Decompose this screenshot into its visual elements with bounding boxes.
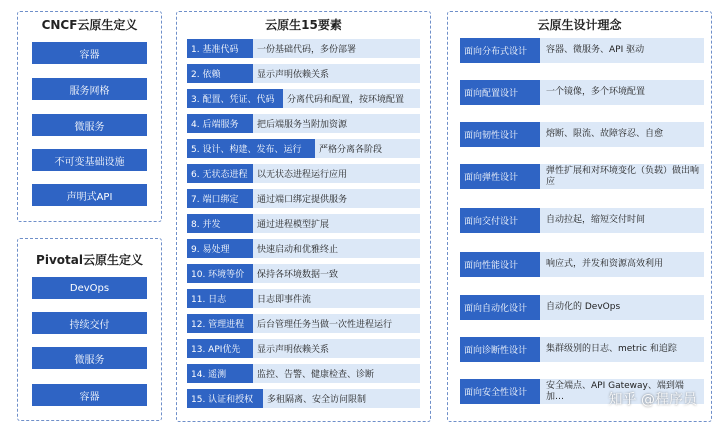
- factor-name: 8. 并发: [187, 214, 253, 233]
- factor-desc: 保持各环境数据一致: [253, 264, 420, 283]
- design-name: 面向自动化设计: [460, 295, 540, 320]
- factor-desc: 显示声明依赖关系: [253, 64, 420, 83]
- factor-name: 15. 认证和授权: [187, 389, 263, 408]
- factor-row: [187, 239, 420, 258]
- design-name: 面向交付设计: [460, 208, 540, 233]
- factor-row: [187, 289, 420, 308]
- factors-title: 云原生15要素: [265, 18, 342, 32]
- design-desc: 一个镜像，多个环境配置: [540, 80, 704, 105]
- factor-row: [187, 164, 420, 183]
- design-row: [460, 122, 704, 147]
- factor-name: 13. API优先: [187, 339, 253, 358]
- factor-desc: 后台管理任务当做一次性进程运行: [253, 314, 420, 333]
- factor-desc: 通过端口绑定提供服务: [253, 189, 420, 208]
- factor-name: 1. 基准代码: [187, 39, 253, 58]
- factor-row: [187, 264, 420, 283]
- factor-desc: 严格分离各阶段: [315, 139, 420, 158]
- factor-name: 9. 易处理: [187, 239, 253, 258]
- factor-desc: 以无状态进程运行应用: [253, 164, 420, 183]
- design-desc: 自动拉起，缩短交付时间: [540, 208, 704, 233]
- cncf-item-container: 容器: [32, 42, 147, 64]
- factor-row: [187, 39, 420, 58]
- factor-desc: 日志即事件流: [253, 289, 420, 308]
- cncf-item-microservices: 微服务: [32, 114, 147, 136]
- pivotal-item-devops: DevOps: [32, 277, 147, 299]
- cncf-item-immutable-infra: 不可变基础设施: [32, 149, 147, 171]
- factor-row: [187, 114, 420, 133]
- factor-row: [187, 314, 420, 333]
- cncf-panel: [17, 11, 162, 222]
- factor-desc: 通过进程模型扩展: [253, 214, 420, 233]
- factor-name: 2. 依赖: [187, 64, 253, 83]
- design-row: [460, 38, 704, 63]
- design-row: [460, 80, 704, 105]
- design-name: 面向配置设计: [460, 80, 540, 105]
- factor-name: 4. 后端服务: [187, 114, 253, 133]
- factor-name: 6. 无状态进程: [187, 164, 253, 183]
- factor-desc: 一份基础代码，多份部署: [253, 39, 420, 58]
- design-row: [460, 164, 704, 189]
- factor-row: [187, 64, 420, 83]
- factor-row: [187, 189, 420, 208]
- pivotal-item-microservices: 微服务: [32, 347, 147, 369]
- design-desc: 熔断、限流、故障容忍、自愈: [540, 122, 704, 147]
- factor-name: 14. 遥测: [187, 364, 253, 383]
- factors-panel: [176, 11, 431, 422]
- factor-row: [187, 139, 420, 158]
- factor-name: 10. 环境等价: [187, 264, 253, 283]
- factor-desc: 把后端服务当附加资源: [253, 114, 420, 133]
- design-row: [460, 295, 704, 320]
- factor-row: [187, 389, 420, 408]
- factor-name: 11. 日志: [187, 289, 253, 308]
- design-row: [460, 208, 704, 233]
- pivotal-panel: [17, 238, 162, 421]
- pivotal-item-continuous-delivery: 持续交付: [32, 312, 147, 334]
- factor-row: [187, 214, 420, 233]
- factor-row: [187, 339, 420, 358]
- design-desc: 弹性扩展和对环境变化（负载）做出响应: [540, 164, 704, 189]
- design-desc: 集群级别的日志、metric 和追踪: [540, 337, 704, 362]
- factor-desc: 显示声明依赖关系: [253, 339, 420, 358]
- design-desc: 响应式，并发和资源高效利用: [540, 252, 704, 277]
- factor-name: 12. 管理进程: [187, 314, 253, 333]
- design-name: 面向性能设计: [460, 252, 540, 277]
- cncf-title: CNCF云原生定义: [41, 18, 138, 32]
- pivotal-item-container: 容器: [32, 384, 147, 406]
- factor-desc: 分离代码和配置，按环境配置: [283, 89, 420, 108]
- design-name: 面向分布式设计: [460, 38, 540, 63]
- factor-name: 5. 设计、构建、发布、运行: [187, 139, 315, 158]
- factor-desc: 监控、告警、健康检查、诊断: [253, 364, 420, 383]
- design-desc: 安全端点、API Gateway、端到端加…: [540, 379, 704, 404]
- factor-desc: 快速启动和优雅终止: [253, 239, 420, 258]
- design-desc: 容器、微服务、API 驱动: [540, 38, 704, 63]
- watermark: 知乎 @程序员: [608, 392, 697, 408]
- design-name: 面向弹性设计: [460, 164, 540, 189]
- design-title: 云原生设计理念: [537, 18, 622, 32]
- cncf-item-service-mesh: 服务网格: [32, 78, 147, 100]
- design-panel: [447, 11, 712, 422]
- factor-name: 3. 配置、凭证、代码: [187, 89, 283, 108]
- design-row: [460, 337, 704, 362]
- factor-desc: 多租隔离、安全访问限制: [263, 389, 420, 408]
- design-desc: 自动化的 DevOps: [540, 295, 704, 320]
- factor-row: [187, 364, 420, 383]
- factor-name: 7. 端口绑定: [187, 189, 253, 208]
- design-name: 面向诊断性设计: [460, 337, 540, 362]
- design-row: [460, 252, 704, 277]
- design-name: 面向韧性设计: [460, 122, 540, 147]
- cncf-item-declarative-api: 声明式API: [32, 184, 147, 206]
- pivotal-title: Pivotal云原生定义: [36, 253, 143, 267]
- design-name: 面向安全性设计: [460, 379, 540, 404]
- factor-row: [187, 89, 420, 108]
